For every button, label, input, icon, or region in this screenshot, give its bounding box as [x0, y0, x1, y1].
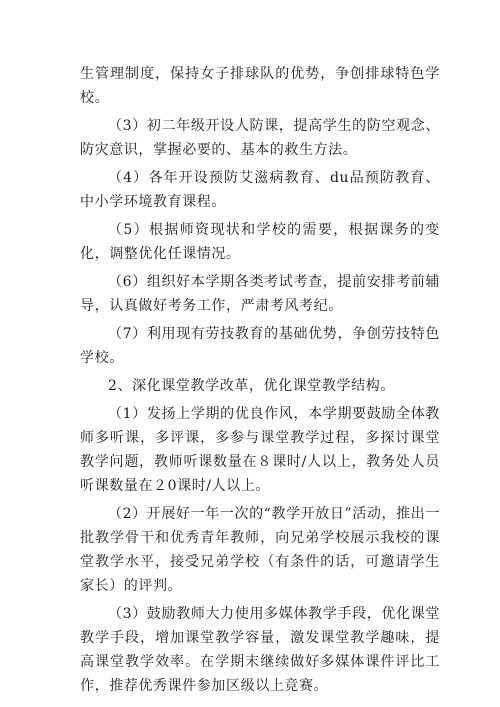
- section-heading-2: 2、深化课堂教学改革，优化课堂教学结构。: [108, 378, 395, 394]
- paragraph-item-3: （3）初二年级开设人防课，提高学生的防空观念、防灾意识，掌握必要的、基本的救生方法。: [80, 118, 440, 158]
- paragraph-subitem-3: （3）鼓励教师大力使用多媒体教学手段，优化课堂教学手段，增加课堂教学容量，激发课堂教学趣味，提高课堂教学效率。在学期末继续做好多媒体课件评比工作，推荐优秀课件参加区级以上竞赛。: [80, 606, 440, 694]
- paragraph-item-5: （5）根据师资现状和学校的需要，根据课务的变化，调整优化任课情况。: [80, 222, 440, 262]
- paragraph-item-4: （4）各年开设预防艾滋病教育、du品预防教育、中小学环境教育课程。: [80, 170, 440, 210]
- paragraph-subitem-2: （2）开展好一年一次的“教学开放日”活动，推出一批教学骨干和优秀青年教师，向兄弟学校展示我校的课堂教学水平，接受兄弟学校（有条件的话，可邀请学生家长）的评判。: [80, 506, 440, 594]
- paragraph-continuation: 生管理制度，保持女子排球队的优势，争创排球特色学校。: [80, 66, 440, 106]
- document-body: [80, 62, 440, 698]
- paragraph-subitem-1: （1）发扬上学期的优良作风，本学期要鼓励全体教师多听课，多评课，多参与课堂教学过程，多探讨课堂教学问题，教师听课数量在８课时/人以上，教务处人员听课数量在２0课时/人以上。: [80, 406, 440, 494]
- paragraph-item-7: （7）利用现有劳技教育的基础优势，争创劳技特色学校。: [80, 326, 440, 366]
- paragraph-item-6: （6）组织好本学期各类考试考查，提前安排考前辅导，认真做好考务工作，严肃考风考纪。: [80, 274, 440, 314]
